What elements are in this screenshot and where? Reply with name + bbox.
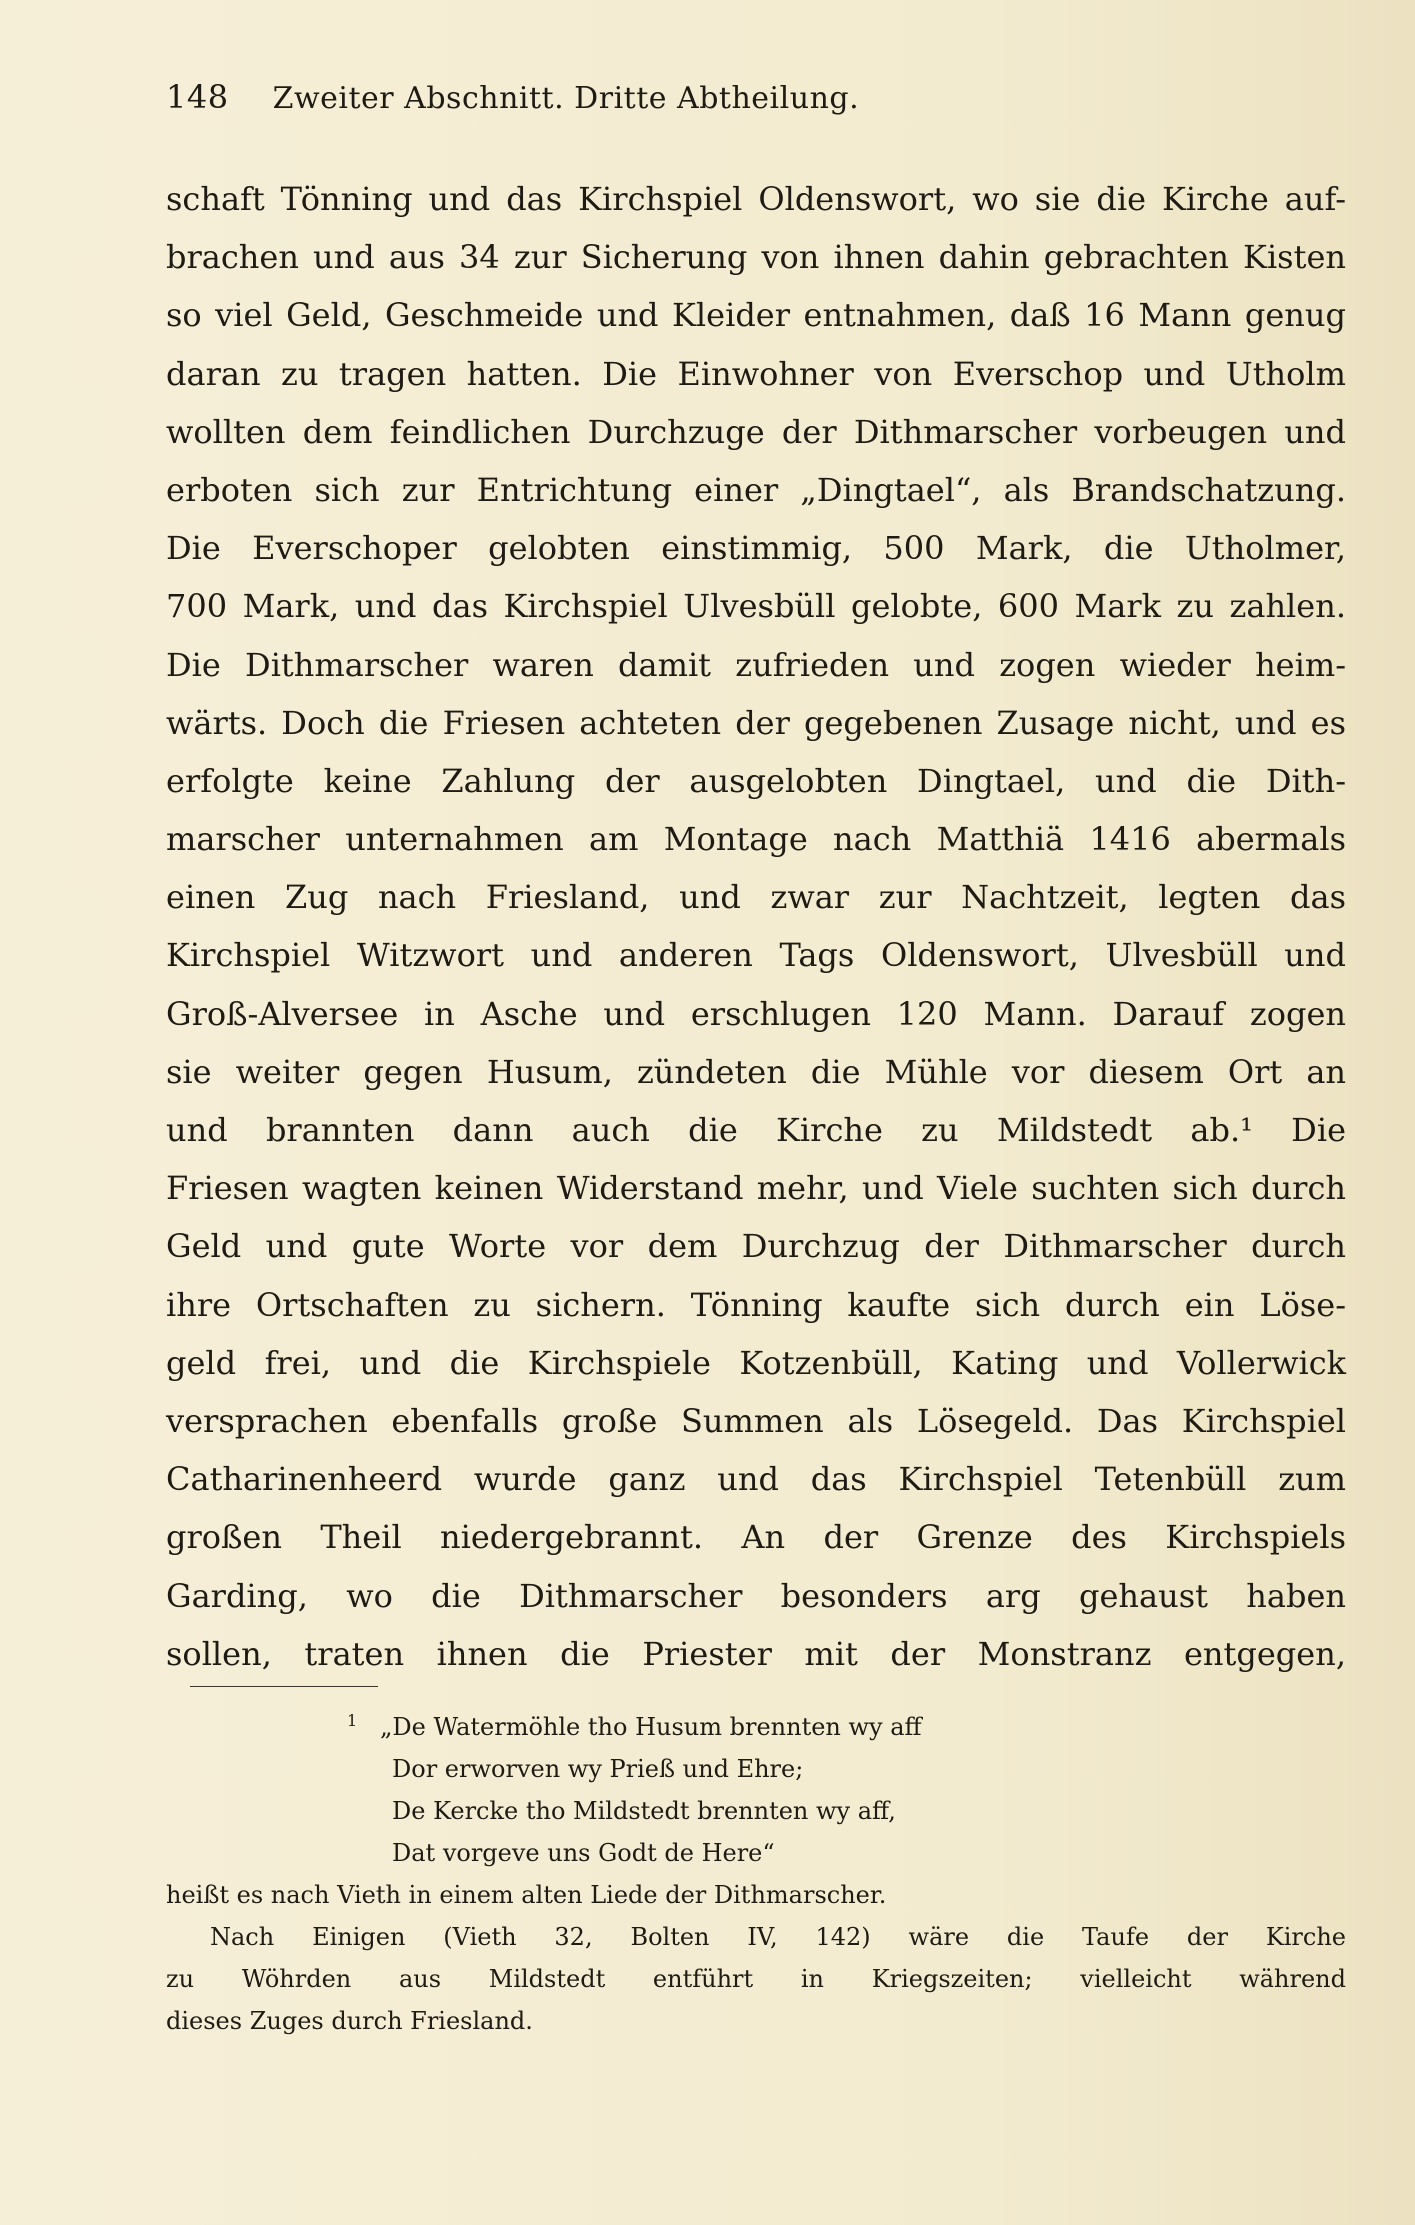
verse-line: Dat vorgeve uns Godt de Here“: [392, 1839, 775, 1867]
footnote-line: dieses Zuges durch Friesland.: [166, 2007, 533, 2035]
text-line: Garding, wo die Dithmarscher besonders arg gehaust haben: [166, 1576, 1346, 1615]
footnote-line: Nach Einigen (Vieth 32, Bolten IV, 142) wäre die Taufe der Kirche: [210, 1923, 1346, 1951]
verse-line: De Kercke tho Mildstedt brennten wy aff,: [392, 1797, 896, 1825]
footnote-line: heißt es nach Vieth in einem alten Liede der Dithmarscher.: [166, 1881, 887, 1909]
text-line: Kirchspiel Witzwort und anderen Tags Oldenswort, Ulvesbüll und: [166, 936, 1346, 975]
text-line: brachen und aus 34 zur Sicherung von ihnen dahin gebrachten Kisten: [166, 238, 1346, 277]
text-line: versprachen ebenfalls große Summen als Lösegeld. Das Kirchspiel: [166, 1401, 1346, 1440]
text-line: Catharinenheerd wurde ganz und das Kirchspiel Tetenbüll zum: [166, 1460, 1346, 1499]
text-line: Friesen wagten keinen Widerstand mehr, und Viele suchten sich durch: [166, 1169, 1346, 1208]
text-line: wärts. Doch die Friesen achteten der gegebenen Zusage nicht, und es: [166, 703, 1346, 742]
text-line: Groß-Alversee in Asche und erschlugen 120 Mann. Darauf zogen: [166, 994, 1346, 1033]
footnote-divider: [190, 1686, 378, 1687]
footnote: [166, 1706, 1346, 2042]
text-line: so viel Geld, Geschmeide und Kleider entnahmen, daß 16 Mann genug: [166, 296, 1346, 335]
footnote-verse: [166, 1706, 1346, 1874]
main-text: [166, 170, 1346, 1683]
verse-line: Dor erworven wy Prieß und Ehre;: [392, 1755, 804, 1783]
text-line: wollten dem feindlichen Durchzuge der Dithmarscher vorbeugen und: [166, 412, 1346, 451]
text-line: erboten sich zur Entrichtung einer „Dingtael“, als Brandschatzung.: [166, 470, 1346, 509]
text-line: 700 Mark, und das Kirchspiel Ulvesbüll gelobte, 600 Mark zu zahlen.: [166, 587, 1346, 626]
text-line: daran zu tragen hatten. Die Einwohner von Everschop und Utholm: [166, 354, 1346, 393]
text-line: schaft Tönning und das Kirchspiel Oldenswort, wo sie die Kirche auf-: [166, 180, 1346, 218]
text-line: großen Theil niedergebrannt. An der Grenze des Kirchspiels: [166, 1518, 1346, 1557]
footnote-line: zu Wöhrden aus Mildstedt entführt in Kriegszeiten; vielleicht während: [166, 1965, 1346, 1993]
page-number: 148: [166, 78, 229, 116]
page-header: [166, 78, 1266, 128]
running-head: Zweiter Abschnitt. Dritte Abtheilung.: [272, 81, 860, 116]
text-line: Die Dithmarscher waren damit zufrieden und zogen wieder heim-: [166, 645, 1346, 684]
text-line: geld frei, und die Kirchspiele Kotzenbüll, Kating und Vollerwick: [166, 1343, 1346, 1382]
text-line: einen Zug nach Friesland, und zwar zur Nachtzeit, legten das: [166, 878, 1346, 917]
verse-line: „De Watermöhle tho Husum brennten wy aff: [380, 1713, 922, 1741]
text-line: Geld und gute Worte vor dem Durchzug der Dithmarscher durch: [166, 1227, 1346, 1266]
footnote-marker: 1: [347, 1711, 358, 1730]
text-line: und brannten dann auch die Kirche zu Mildstedt ab.¹ Die: [166, 1111, 1346, 1149]
text-line: marscher unternahmen am Montage nach Matthiä 1416 abermals: [166, 820, 1346, 859]
text-line: sie weiter gegen Husum, zündeten die Mühle vor diesem Ort an: [166, 1052, 1346, 1091]
text-line: ihre Ortschaften zu sichern. Tönning kaufte sich durch ein Löse-: [166, 1285, 1346, 1324]
text-line: Die Everschoper gelobten einstimmig, 500 Mark, die Utholmer,: [166, 529, 1346, 568]
footnote-prose: [166, 1874, 1346, 2042]
text-line: sollen, traten ihnen die Priester mit der Monstranz entgegen,: [166, 1634, 1346, 1673]
text-line: erfolgte keine Zahlung der ausgelobten Dingtael, und die Dith-: [166, 761, 1346, 800]
